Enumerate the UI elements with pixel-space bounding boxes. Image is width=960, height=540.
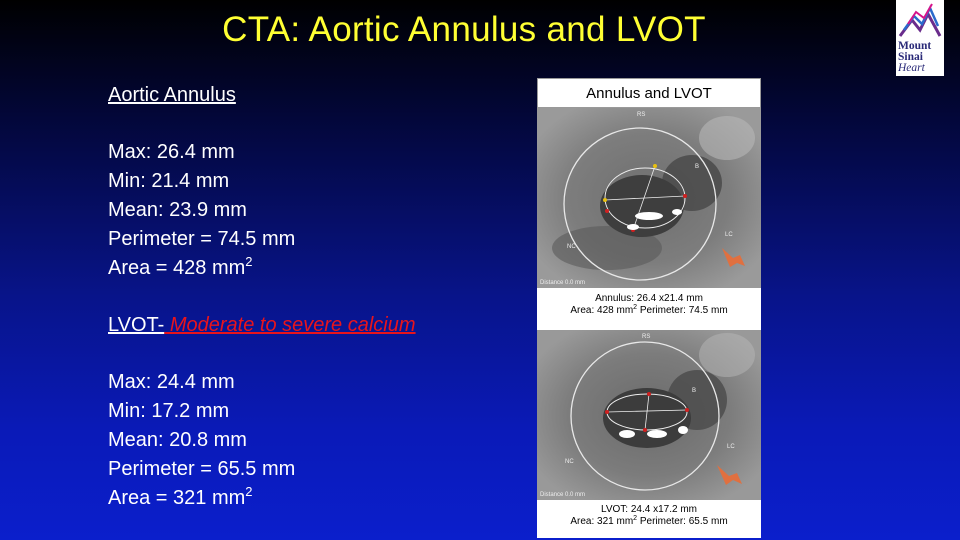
lvot-caption [537, 500, 761, 538]
annulus-area-line [108, 254, 295, 283]
annulus-caption-area-line [537, 305, 761, 317]
annulus-caption [537, 288, 761, 330]
slide-title: CTA: Aortic Annulus and LVOT [222, 10, 706, 49]
annulus-caption-area: Area: 428 mm [570, 305, 634, 316]
ct1-label-b: B [695, 164, 700, 170]
lvot-area-sup: 2 [245, 484, 253, 499]
lvot-caption-perimeter: Perimeter: 65.5 mm [637, 516, 728, 527]
ct-lvot-graphic [537, 330, 761, 500]
lvot-caption-area-line [537, 516, 761, 528]
ct-image-annulus [537, 108, 761, 288]
lvot-min: Min: 17.2 mm [108, 400, 230, 422]
ct2-label-lc: LC [727, 444, 735, 450]
ct2-label-b: B [692, 388, 697, 394]
lvot-caption-area: Area: 321 mm [570, 516, 634, 527]
annulus-heading-text: Aortic Annulus [108, 84, 236, 106]
ct1-label-nc: NC [567, 244, 576, 250]
lvot-caption-sup: 2 [633, 515, 638, 522]
annulus-stats [108, 138, 295, 283]
annulus-perimeter: Perimeter = 74.5 mm [108, 228, 296, 250]
mount-sinai-heart-logo [896, 0, 944, 76]
annulus-max: Max: 26.4 mm [108, 141, 235, 163]
logo-text-sinai: Sinai [898, 51, 923, 63]
lvot-caption-dims: LVOT: 24.4 x17.2 mm [601, 504, 697, 515]
ct2-label-rs: RS [642, 334, 651, 340]
annulus-caption-perimeter: Perimeter: 74.5 mm [637, 305, 728, 316]
lvot-heading [108, 314, 416, 337]
lvot-max: Max: 24.4 mm [108, 371, 235, 393]
lvot-area: Area = 321 mm [108, 487, 246, 509]
panel-header: Annulus and LVOT [537, 78, 761, 108]
ct-annulus-graphic [537, 108, 761, 288]
annulus-mean: Mean: 23.9 mm [108, 199, 247, 221]
lvot-mean: Mean: 20.8 mm [108, 429, 247, 451]
ct-image-lvot [537, 330, 761, 500]
annulus-caption-sup: 2 [633, 304, 638, 311]
logo-text-heart: Heart [898, 62, 925, 74]
lvot-perimeter: Perimeter = 65.5 mm [108, 458, 296, 480]
ct1-distance: Distance 0.0 mm [540, 280, 586, 286]
annulus-heading [108, 84, 236, 107]
ct1-label-rs: RS [637, 112, 646, 118]
annulus-min: Min: 21.4 mm [108, 170, 230, 192]
ct2-label-nc: NC [565, 459, 574, 465]
lvot-calcium-note: Moderate to severe calcium [164, 314, 416, 336]
lvot-area-line [108, 484, 295, 513]
logo-text-mount: Mount [898, 40, 932, 52]
annulus-area-sup: 2 [245, 254, 253, 269]
ct2-distance: Distance 0.0 mm [540, 492, 586, 498]
lvot-stats [108, 368, 295, 513]
annulus-caption-dims: Annulus: 26.4 x21.4 mm [595, 293, 703, 304]
ct1-label-lc: LC [725, 232, 733, 238]
mountain-logo-icon [896, 0, 944, 40]
lvot-heading-text: LVOT- [108, 314, 165, 336]
annulus-area: Area = 428 mm [108, 257, 246, 279]
